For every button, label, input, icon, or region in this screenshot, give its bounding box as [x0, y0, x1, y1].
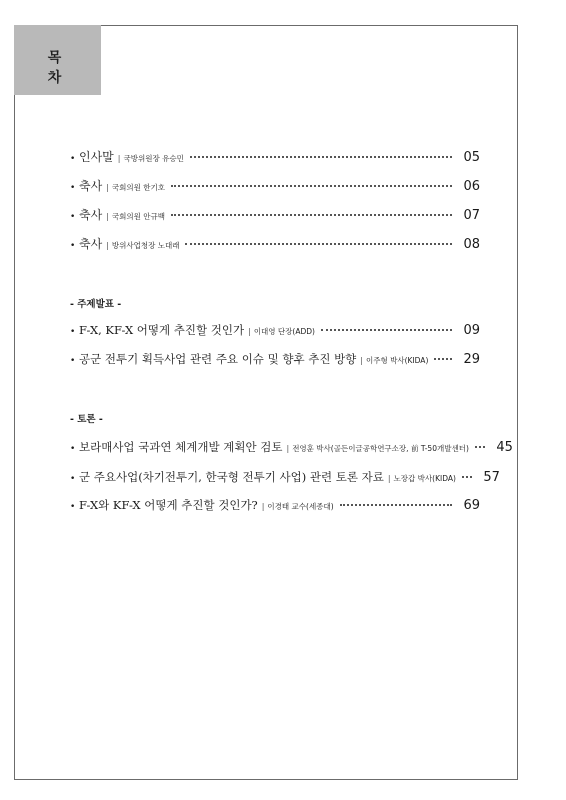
- dot-leader: [462, 476, 472, 478]
- bullet: •: [70, 212, 76, 222]
- entry-title: 군 주요사업(차기전투기, 한국형 전투기 사업) 관련 토론 자료: [79, 470, 384, 484]
- separator: |: [261, 502, 265, 511]
- dot-leader: [434, 358, 452, 360]
- toc-title: 목 차: [47, 50, 80, 86]
- toc-entry[interactable]: [70, 322, 480, 344]
- bullet: •: [70, 183, 76, 193]
- separator: |: [360, 356, 363, 365]
- toc-entry[interactable]: [70, 235, 480, 257]
- entry-title: F-X와 KF-X 어떻게 추진할 것인가?: [79, 498, 258, 512]
- bullet: •: [70, 502, 76, 512]
- page-frame: [14, 25, 518, 780]
- toc-entry[interactable]: [70, 206, 480, 228]
- page-number: 09: [463, 323, 480, 338]
- toc-entry[interactable]: [70, 497, 480, 519]
- entry-title: 축사: [79, 237, 103, 251]
- toc-entry[interactable]: [70, 148, 480, 170]
- entry-title: 인사말: [79, 150, 114, 164]
- bullet: •: [70, 356, 76, 366]
- dot-leader: [171, 214, 452, 216]
- toc-entry[interactable]: [70, 351, 480, 373]
- page-number: 05: [463, 150, 480, 165]
- entry-author: 이대영 단장(ADD): [253, 327, 315, 336]
- entry-author: 이경태 교수(세종대): [267, 502, 334, 511]
- separator: |: [106, 212, 109, 221]
- toc-entry[interactable]: [70, 439, 513, 461]
- separator: |: [387, 474, 391, 483]
- page-number: 08: [463, 237, 480, 252]
- page-number: 06: [463, 179, 480, 194]
- bullet: •: [70, 327, 76, 337]
- dot-leader: [475, 446, 485, 448]
- separator: |: [248, 327, 251, 336]
- entry-title: 보라매사업 국과연 체계개발 계획안 검토: [79, 440, 283, 454]
- entry-author: 국회의원 안규백: [111, 212, 165, 221]
- entry-author: 방위사업청장 노대래: [111, 241, 180, 250]
- entry-title: 공군 전투기 획득사업 관련 주요 이슈 및 향후 추진 방향: [79, 352, 357, 366]
- bullet: •: [70, 241, 76, 251]
- section-heading-discussion: - 토론 -: [70, 414, 103, 425]
- page-number: 69: [463, 498, 480, 513]
- separator: |: [106, 183, 109, 192]
- entry-author: 전영훈 박사(골든이글공학연구소장, 前 T-50개발센터): [292, 444, 469, 453]
- dot-leader: [340, 504, 452, 506]
- toc-entry[interactable]: [70, 177, 480, 199]
- dot-leader: [185, 243, 452, 245]
- entry-title: 축사: [79, 208, 103, 222]
- entry-title: F-X, KF-X 어떻게 추진할 것인가: [79, 323, 245, 337]
- page-number: 45: [496, 440, 513, 455]
- bullet: •: [70, 474, 76, 484]
- toc-title-box: [14, 25, 101, 95]
- section-heading-presentation: - 주제발표 -: [70, 299, 122, 310]
- dot-leader: [190, 156, 452, 158]
- separator: |: [286, 444, 290, 453]
- bullet: •: [70, 154, 76, 164]
- dot-leader: [321, 329, 452, 331]
- page-number: 07: [463, 208, 480, 223]
- separator: |: [106, 241, 109, 250]
- page-number: 57: [483, 470, 500, 485]
- dot-leader: [171, 185, 452, 187]
- separator: |: [117, 154, 121, 163]
- entry-title: 축사: [79, 179, 103, 193]
- page-number: 29: [463, 352, 480, 367]
- entry-author: 국방위원장 유승민: [123, 154, 184, 163]
- entry-author: 국회의원 한기호: [111, 183, 165, 192]
- toc-entry[interactable]: [70, 469, 500, 491]
- entry-author: 이주형 박사(KIDA): [366, 356, 429, 365]
- entry-author: 노장갑 박사(KIDA): [393, 474, 456, 483]
- bullet: •: [70, 444, 76, 454]
